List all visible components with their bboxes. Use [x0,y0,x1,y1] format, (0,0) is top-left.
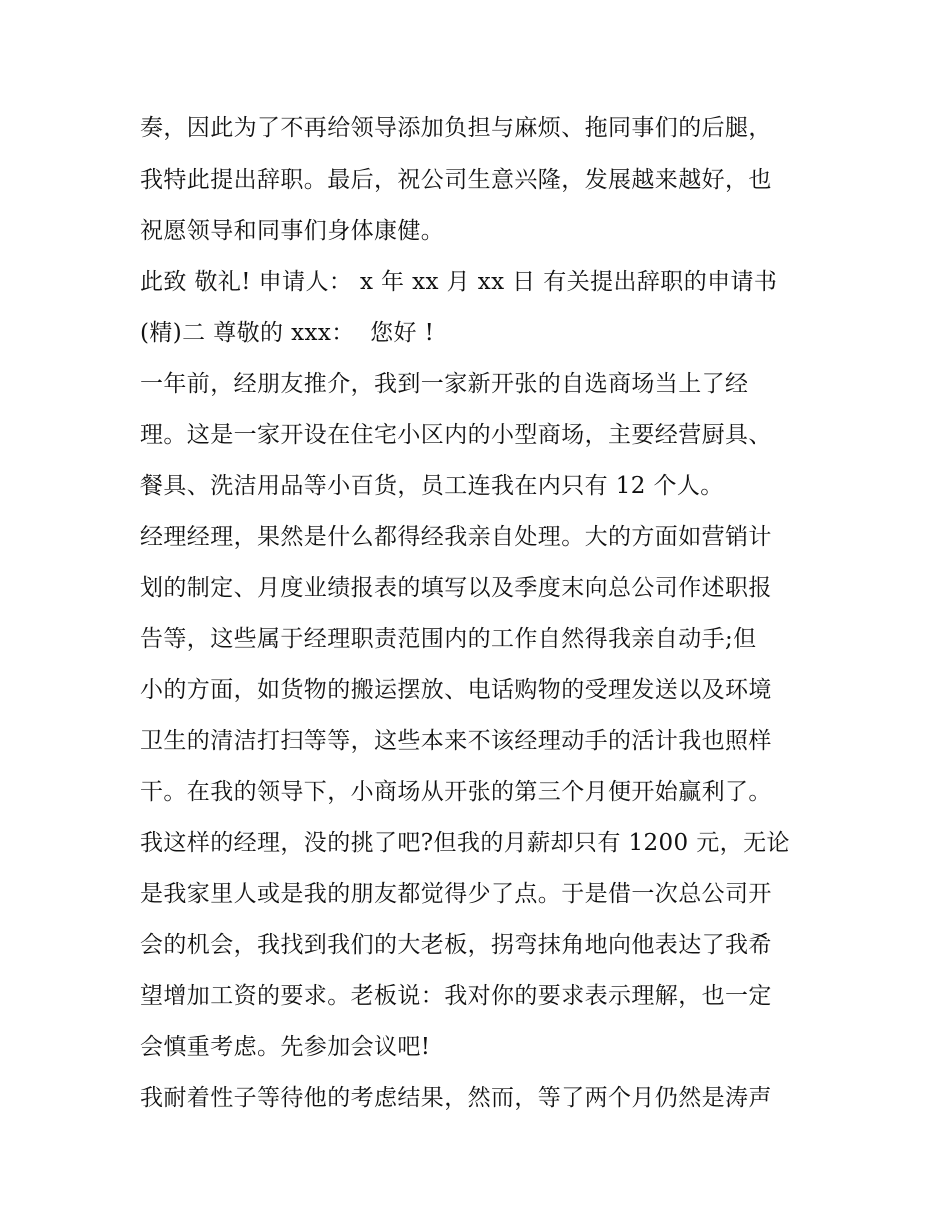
text-line-11: 告等，这些属于经理职责范围内的工作自然得我亲自动手;但 [140,626,757,652]
text-line-4: 此致 敬礼! 申请人： x 年 xx 月 xx 日 有关提出辞职的申请书 [140,269,778,295]
text-line-20: 我耐着性子等待他的考虑结果，然而，等了两个月仍然是涛声 [140,1085,772,1111]
text-line-8: 餐具、洗洁用品等小百货，员工连我在内只有 12 个人。 [140,473,724,499]
text-line-5: (精)二 尊敬的 xxx： 您好 ! [140,320,435,346]
text-line-10: 划的制定、月度业绩报表的填写以及季度末向总公司作述职报 [140,575,772,601]
text-line-13: 卫生的清洁打扫等等，这些本来不该经理动手的活计我也照样 [140,728,772,754]
text-line-16: 是我家里人或是我的朋友都觉得少了点。于是借一次总公司开 [140,881,772,907]
text-line-14: 干。在我的领导下，小商场从开张的第三个月便开始赢利了。 [140,779,772,805]
text-line-6: 一年前，经朋友推介，我到一家新开张的自选商场当上了经 [140,371,749,397]
text-line-18: 望增加工资的要求。老板说：我对你的要求表示理解，也一定 [140,983,772,1009]
text-line-1: 奏，因此为了不再给领导添加负担与麻烦、拖同事们的后腿， [140,115,772,141]
text-line-3: 祝愿领导和同事们身体康健。 [140,218,445,244]
text-line-17: 会的机会，我找到我们的大老板，拐弯抹角地向他表达了我希 [140,932,772,958]
text-line-7: 理。这是一家开设在住宅小区内的小型商场，主要经营厨具、 [140,422,772,448]
text-line-9: 经理经理，果然是什么都得经我亲自处理。大的方面如营销计 [140,524,772,550]
text-line-2: 我特此提出辞职。最后，祝公司生意兴隆，发展越来越好，也 [140,167,772,193]
text-line-19: 会慎重考虑。先参加会议吧! [140,1034,431,1060]
text-line-15: 我这样的经理，没的挑了吧?但我的月薪却只有 1200 元，无论 [140,830,790,856]
text-line-12: 小的方面，如货物的搬运摆放、电话购物的受理发送以及环境 [140,677,772,703]
